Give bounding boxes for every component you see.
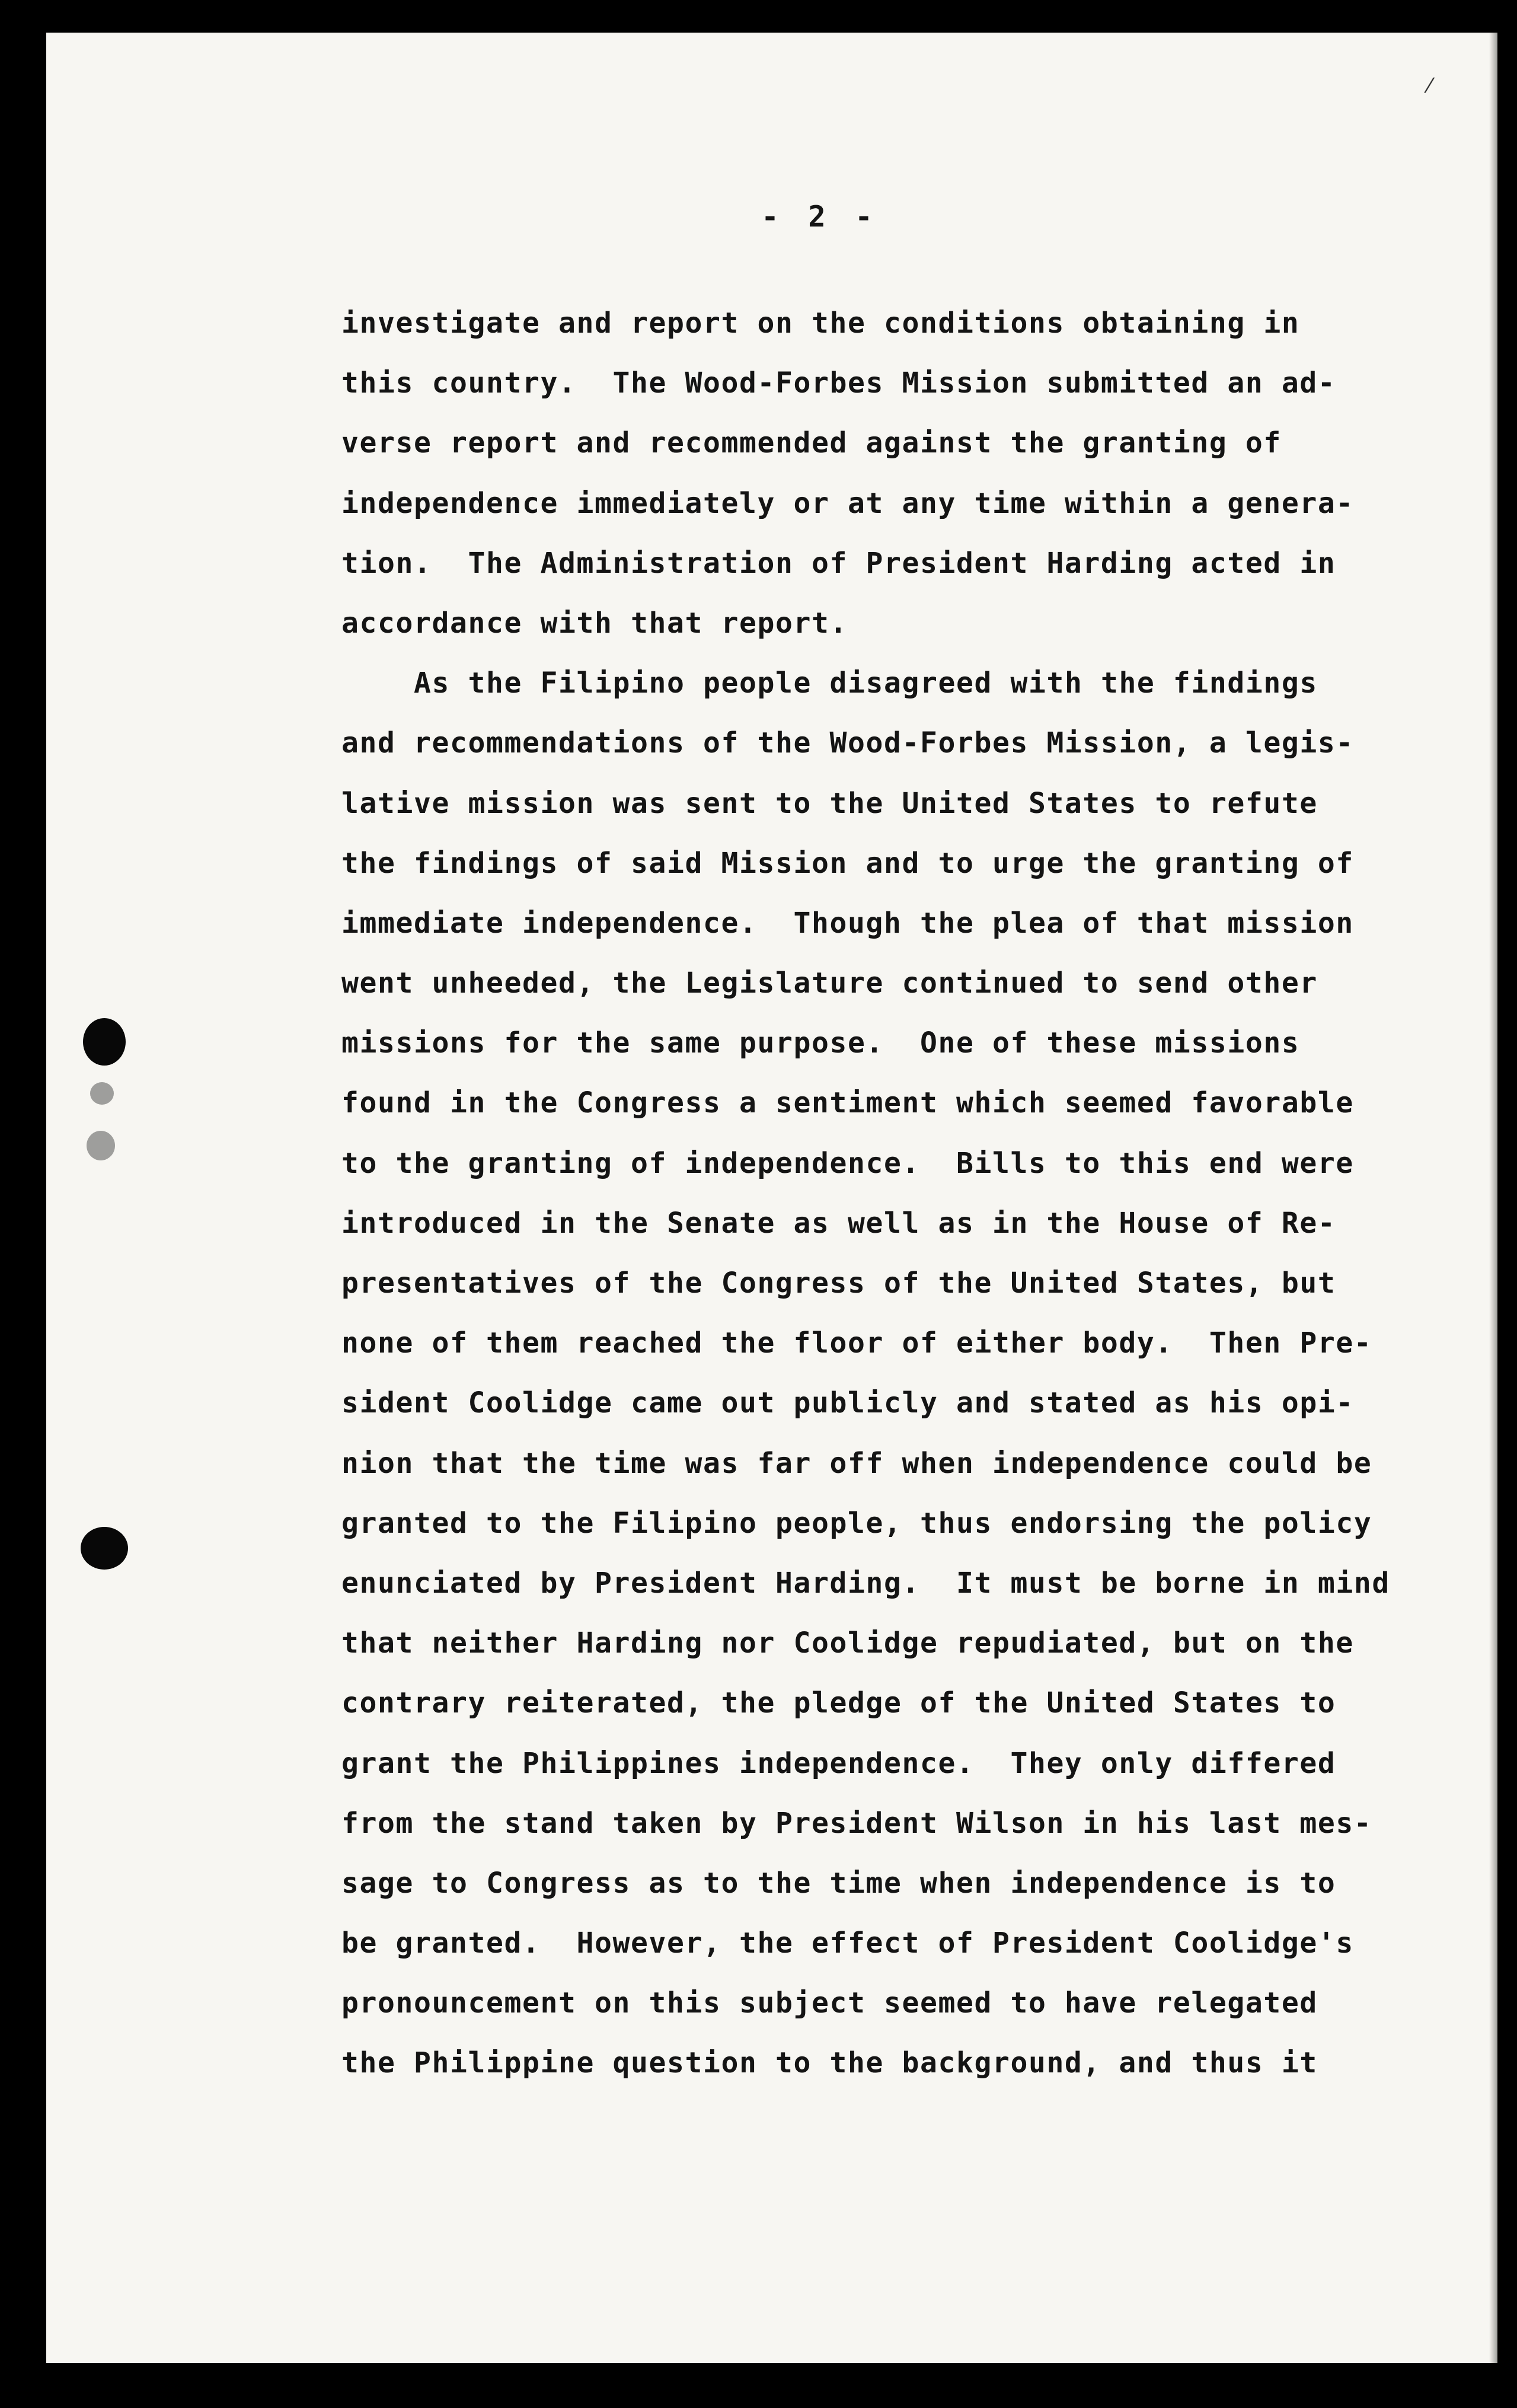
text-line: contrary reiterated, the pledge of the United States to xyxy=(341,1686,1336,1720)
ink-blot-mark xyxy=(81,1527,128,1570)
text-line: lative mission was sent to the United States to refute xyxy=(341,786,1318,820)
text-line: this country. The Wood-Forbes Mission submitted an ad- xyxy=(341,366,1336,400)
ink-smudge-mark xyxy=(90,1082,114,1105)
text-line: that neither Harding nor Coolidge repudiated, but on the xyxy=(341,1626,1354,1660)
text-line: accordance with that report. xyxy=(341,606,848,640)
text-line: from the stand taken by President Wilson in his last mes- xyxy=(341,1806,1372,1840)
text-line: immediate independence. Though the plea of that mission xyxy=(341,906,1354,940)
text-line: and recommendations of the Wood-Forbes Mission, a legis- xyxy=(341,726,1354,760)
text-line: the Philippine question to the background, and thus it xyxy=(341,2046,1318,2080)
page-number: - 2 - xyxy=(761,200,879,234)
corner-tick-mark-icon: ⁄ xyxy=(1427,74,1431,98)
text-line: As the Filipino people disagreed with the findings xyxy=(414,666,1318,700)
ink-blot-mark xyxy=(83,1018,126,1066)
text-line: introduced in the Senate as well as in the House of Re- xyxy=(341,1206,1336,1240)
text-line: found in the Congress a sentiment which seemed favorable xyxy=(341,1086,1354,1120)
text-line: presentatives of the Congress of the United States, but xyxy=(341,1267,1336,1300)
text-line: sident Coolidge came out publicly and stated as his opi- xyxy=(341,1386,1354,1420)
text-line: pronouncement on this subject seemed to have relegated xyxy=(341,1986,1318,2020)
text-line: none of them reached the floor of either body. Then Pre- xyxy=(341,1326,1372,1360)
text-line: enunciated by President Harding. It must be borne in mind xyxy=(341,1566,1390,1600)
document-page xyxy=(46,33,1497,2363)
text-line: sage to Congress as to the time when independence is to xyxy=(341,1866,1336,1900)
text-line: verse report and recommended against the granting of xyxy=(341,426,1282,460)
text-line: went unheeded, the Legislature continued to send other xyxy=(341,967,1318,1000)
text-line: granted to the Filipino people, thus endorsing the policy xyxy=(341,1506,1372,1540)
text-line: investigate and report on the conditions obtaining in xyxy=(341,307,1300,340)
text-line: independence immediately or at any time within a genera- xyxy=(341,486,1354,520)
text-line: missions for the same purpose. One of these missions xyxy=(341,1026,1300,1060)
text-line: tion. The Administration of President Harding acted in xyxy=(341,546,1336,580)
text-line: the findings of said Mission and to urge the granting of xyxy=(341,846,1354,880)
text-line: be granted. However, the effect of President Coolidge's xyxy=(341,1927,1354,1960)
typed-body-text xyxy=(341,294,1468,2094)
text-line: grant the Philippines independence. They only differed xyxy=(341,1746,1336,1780)
ink-smudge-mark xyxy=(87,1131,115,1160)
text-line: nion that the time was far off when independence could be xyxy=(341,1446,1372,1480)
text-line: to the granting of independence. Bills to this end were xyxy=(341,1146,1354,1180)
page-edge-shadow xyxy=(1489,33,1497,2363)
